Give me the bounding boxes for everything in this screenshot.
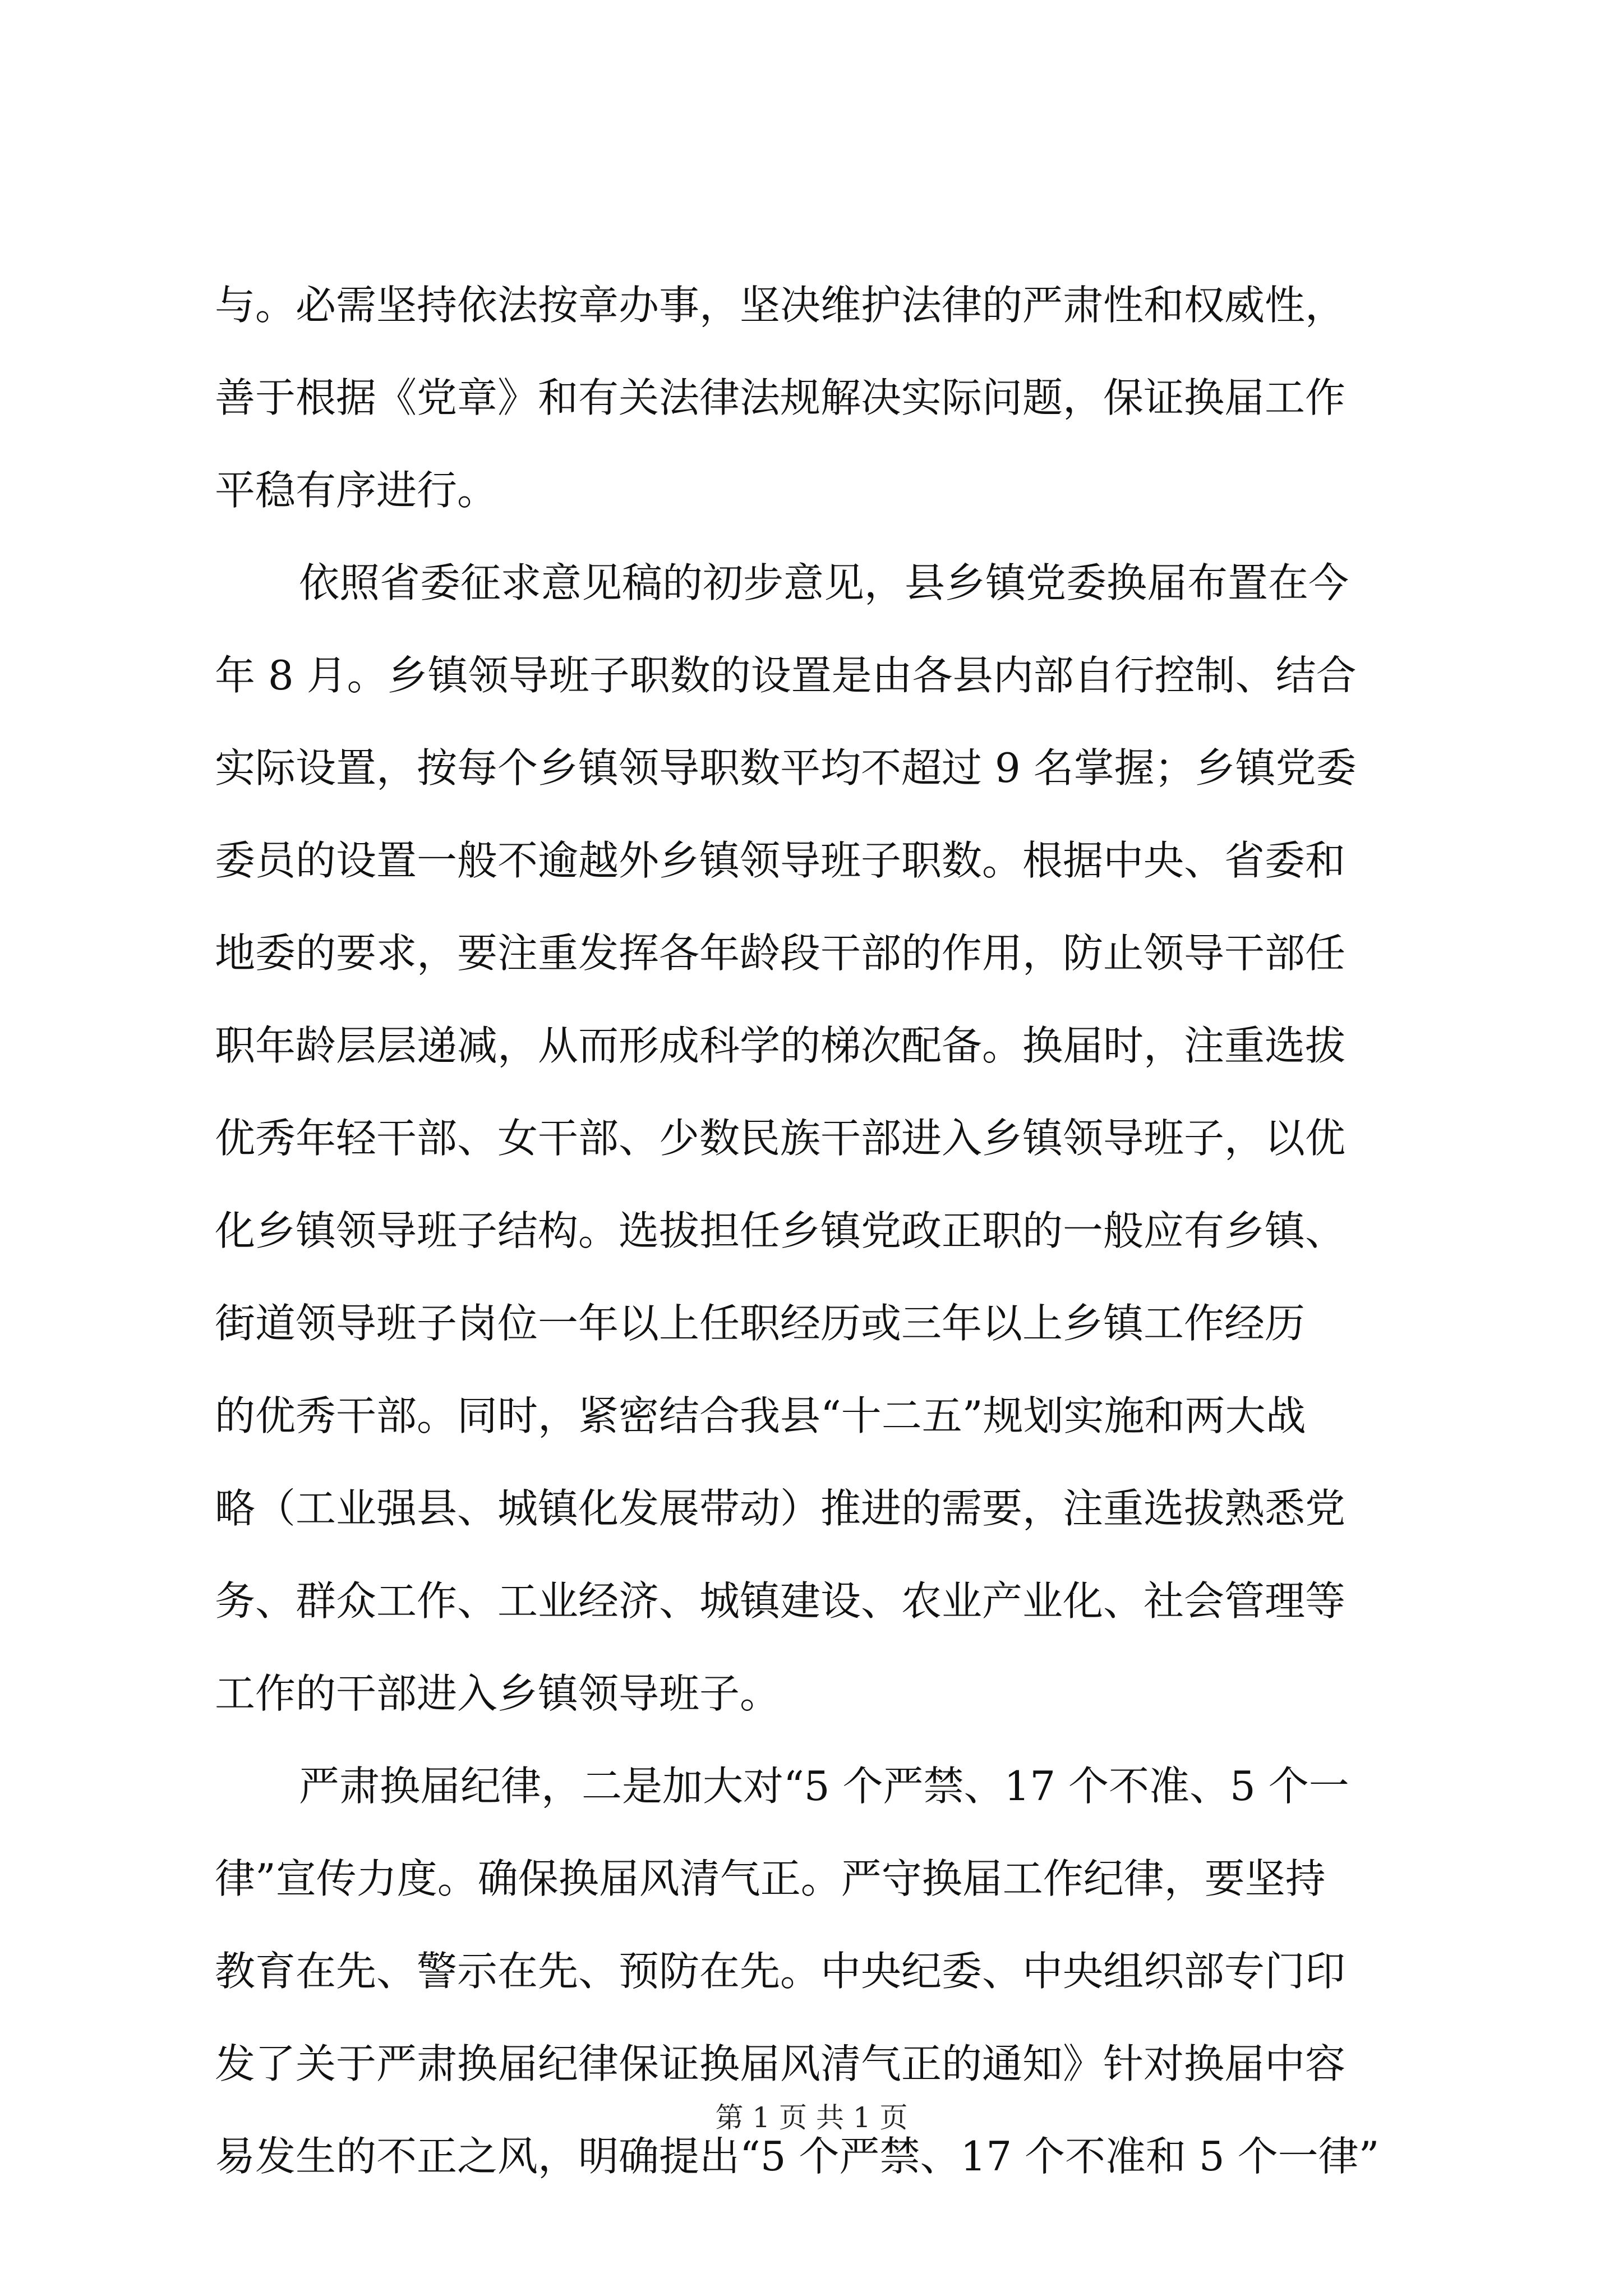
document-body [215,259,1415,2203]
text-line: 化乡镇领导班子结构。选拔担任乡镇党政正职的一般应有乡镇、 [215,1207,1346,1254]
text-line: 务、群众工作、工业经济、城镇建设、农业产业化、社会管理等 [215,1577,1346,1625]
text-line: 职年龄层层递减，从而形成科学的梯次配备。换届时，注重选拔 [215,1022,1346,1069]
text-line: 工作的干部进入乡镇领导班子。 [215,1670,781,1717]
text-line: 教育在先、警示在先、预防在先。中央纪委、中央组织部专门印 [215,1948,1346,1995]
text-line: 实际设置，按每个乡镇领导职数平均不超过 9 名掌握；乡镇党委 [215,744,1357,792]
text-line: 发了关于严肃换届纪律保证换届风清气正的通知》针对换届中容 [215,2040,1346,2087]
text-line: 的优秀干部。同时，紧密结合我县“十二五”规划实施和两大战 [215,1392,1306,1439]
text-line: 律”宣传力度。确保换届风清气正。严守换届工作纪律，要坚持 [215,1855,1326,1902]
text-line: 与。必需坚持依法按章办事，坚决维护法律的严肃性和权威性， [215,282,1346,329]
text-line: 地委的要求，要注重发挥各年龄段干部的作用，防止领导干部任 [215,930,1346,977]
text-line: 易发生的不正之风，明确提出“5 个严禁、17 个不准和 5 个一律” [215,2133,1380,2180]
text-line: 优秀年轻干部、女干部、少数民族干部进入乡镇领导班子，以优 [215,1115,1346,1162]
text-line: 略（工业强县、城镇化发展带动）推进的需要，注重选拔熟悉党 [215,1485,1346,1532]
text-line: 善于根据《党章》和有关法律法规解决实际问题，保证换届工作 [215,374,1346,421]
paragraph-first-line: 严肃换届纪律，二是加大对“5 个严禁、17 个不准、5 个一 [299,1763,1349,1810]
text-line: 年 8 月。乡镇领导班子职数的设置是由各县内部自行控制、结合 [215,652,1357,699]
page-number-footer: 第 1 页 共 1 页 [715,2101,908,2134]
paragraph-first-line: 依照省委征求意见稿的初步意见，县乡镇党委换届布置在今 [299,559,1349,606]
text-line: 街道领导班子岗位一年以上任职经历或三年以上乡镇工作经历 [215,1300,1306,1347]
text-line: 平稳有序进行。 [215,467,498,514]
text-line: 委员的设置一般不逾越外乡镇领导班子职数。根据中央、省委和 [215,837,1346,884]
